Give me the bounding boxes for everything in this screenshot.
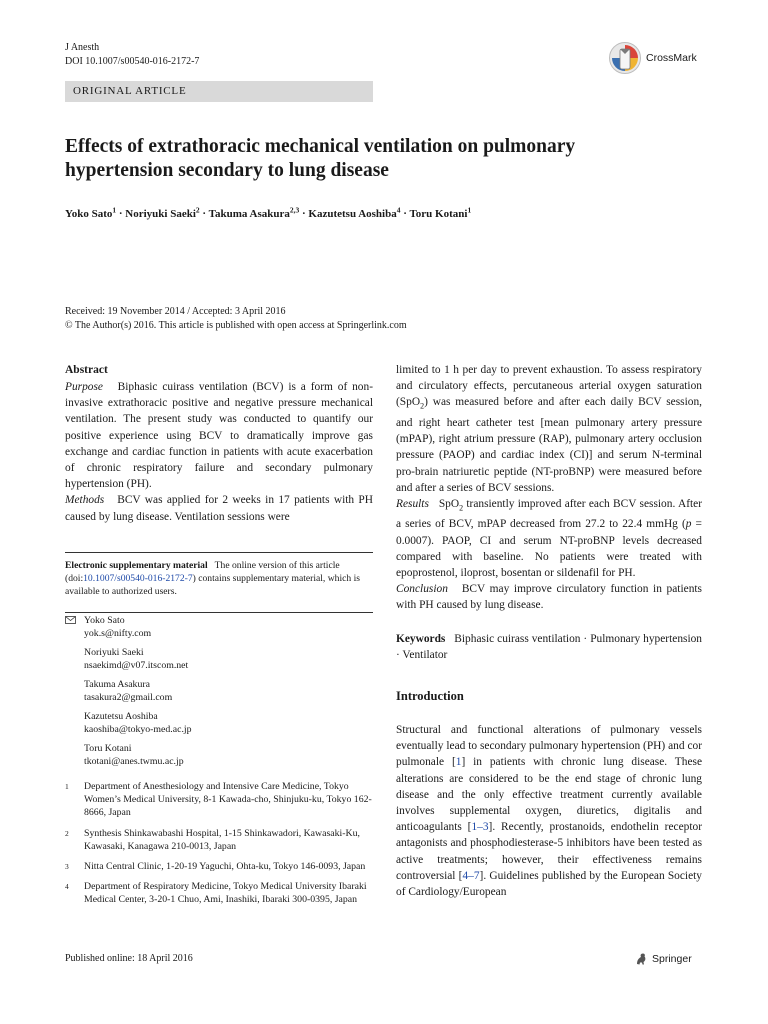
author-3[interactable]: Takuma Asakura$^{2,3}$	[208, 205, 300, 220]
supplementary-doi-link[interactable]: 10.1007/s00540-016-2172-7	[83, 573, 193, 584]
author-separator: ·	[299, 207, 309, 220]
abstract-conclusion: Conclusion BCV may improve circulatory function in patients with PH caused by lung disease.	[396, 583, 702, 612]
reference-link[interactable]: 1	[455, 756, 462, 769]
correspondence-name: Toru Kotani	[84, 742, 132, 754]
correspondence-email[interactable]: yok.s@nifty.com	[84, 628, 152, 640]
introduction-heading: Introduction	[396, 689, 464, 704]
affiliation-list	[65, 780, 373, 914]
article-title: Effects of extrathoracic mechanical ventilation on pulmonary hypertension secondary to lung disease	[65, 136, 576, 181]
journal-name: J Anesth	[65, 42, 100, 53]
abstract-results: Results SpO$_2$ transiently improved after each BCV session. After a series of BCV, mPAP decreased from 27.2 to 22.4 mmHg (p = 0.0007). PAOP, CI and serum NT-proBNP levels decreased compared with baseline. No patients were treated with epoprostenol, iloprost, bosentan or sildenafil for PH.	[396, 497, 702, 579]
affiliation-item: 3 Nitta Central Clinic, 1-20-19 Yaguchi, Ohta-ku, Tokyo 146-0093, Japan	[65, 861, 366, 873]
correspondence-name: Noriyuki Saeki	[84, 646, 144, 658]
published-online-date: Published online: 18 April 2016	[65, 953, 193, 964]
abstract-methods-start: Methods BCV was applied for 2 weeks in 17 patients with PH caused by lung disease. Ventilation sessions were	[65, 494, 373, 523]
correspondence-email[interactable]: kaoshiba@tokyo-med.ac.jp	[84, 723, 192, 735]
springer-horse-icon	[634, 952, 648, 966]
correspondence-entry	[84, 710, 373, 736]
abstract-heading: Abstract	[65, 364, 108, 376]
correspondence-email[interactable]: tkotani@anes.twmu.ac.jp	[84, 755, 184, 767]
publisher-logo	[634, 952, 692, 966]
copyright-notice: © The Author(s) 2016. This article is published with open access at Springerlink.com	[65, 319, 407, 331]
correspondence-entry	[84, 614, 373, 640]
reference-link[interactable]: 4–7	[462, 869, 480, 882]
supplementary-material-note: Electronic supplementary material The online version of this article (doi:10.1007/s00540-016-2172-7) contains supplementary material, which is available to authorized users.	[65, 552, 373, 598]
keywords: Keywords Biphasic cuirass ventilation · Pulmonary hypertension · Ventilator	[396, 632, 702, 661]
author-5[interactable]: Toru Kotani$^1$	[409, 205, 472, 220]
affiliation-item: 1 Department of Anesthesiology and Intensive Care Medicine, Tokyo Women’s Medical University, 8-1 Kawada-cho, Shinjuku-ku, Tokyo 162-8666, Japan	[65, 781, 372, 819]
correspondence-name: Kazutetsu Aoshiba	[84, 710, 158, 722]
affiliation-item: 4 Department of Respiratory Medicine, Tokyo Medical University Ibaraki Medical Center, 3-20-1 Chuo, Ami, Inashiki, Ibaraki 300-0395, Japan	[65, 881, 367, 906]
crossmark-label: CrossMark	[646, 52, 697, 64]
author-2[interactable]: Noriyuki Saeki$^2$	[125, 205, 200, 220]
correspondence-email[interactable]: tasakura2@gmail.com	[84, 692, 173, 704]
correspondence-entry	[84, 646, 373, 672]
introduction-paragraph: Structural and functional alterations of pulmonary vessels eventually lead to secondary pulmonary hypertension (PH) and cor pulmonale [1] in patients with chronic lung disease. These alterations are considered to be the end stage of chronic lung disease and the only effective treatment currently available involves supplemental oxygen, diuretics, digitalis and anticoagulants [1–3]. Recently, prostanoids, endothelin receptor antagonists and phosphodiesterase-5 inhibitors have been tested as active treatments; however, their effectiveness remains controversial [4–7]. Guidelines published by the European Society of Cardiology/European	[396, 724, 702, 899]
abstract-left-column	[65, 362, 373, 525]
correspondence-entry	[84, 678, 373, 704]
author-4[interactable]: Kazutetsu Aoshiba$^4$	[308, 205, 401, 220]
author-list	[65, 205, 705, 220]
abstract-right-column	[396, 362, 702, 900]
crossmark-icon	[608, 41, 642, 75]
affiliation-item: 2 Synthesis Shinkawabashi Hospital, 1-15 Shinkawadori, Kawasaki-Ku, Kawasaki, Kanagawa 210-0013, Japan	[65, 827, 360, 852]
crossmark-badge[interactable]	[608, 40, 718, 76]
correspondence-name: Yoko Sato	[84, 615, 125, 626]
received-accepted: Received: 19 November 2014 / Accepted: 3 April 2016	[65, 306, 286, 317]
journal-doi[interactable]: DOI 10.1007/s00540-016-2172-7	[65, 56, 200, 67]
correspondence-entry	[84, 742, 373, 768]
article-dates	[65, 305, 665, 332]
author-separator: ·	[400, 207, 410, 220]
correspondence-name: Takuma Asakura	[84, 678, 150, 690]
envelope-icon	[65, 616, 76, 624]
correspondence-email[interactable]: nsaekimd@v07.itscom.net	[84, 660, 189, 672]
correspondence-list	[65, 612, 373, 774]
author-separator: ·	[199, 207, 209, 220]
author-separator: ·	[116, 207, 126, 220]
supplementary-label: Electronic supplementary material	[65, 560, 208, 571]
author-1[interactable]: Yoko Sato$^1$	[65, 205, 117, 220]
journal-header	[65, 41, 199, 69]
article-type-band: ORIGINAL ARTICLE	[65, 81, 373, 102]
abstract-methods-continued: limited to 1 h per day to prevent exhaustion. To assess respiratory and circulatory effects, percutaneous arterial oxygen saturation (SpO$_2$) was measured before and after each daily BCV session, and right heart catheter test [mean pulmonary artery pressure (mPAP), right atrium pressure (RAP), pulmonary artery occlusion pressure (PAOP) and cardiac index (CI)] and serum N-terminal pro-brain natriuretic peptide (NT-proBNP) were measured before and after a series of BCV sessions.	[396, 364, 702, 494]
publisher-name: Springer	[652, 953, 692, 965]
introduction-section	[396, 689, 702, 900]
reference-link[interactable]: 1–3	[471, 821, 489, 834]
abstract-purpose: Purpose Biphasic cuirass ventilation (BCV) is a form of non-invasive extrathoracic positive and negative pressure mechanical ventilation. The present study was conducted to quantify our positive experience using BCV to dramatically improve gas exchange and cardiac function in patients with acute exacerbation of chronic respiratory failure and secondary pulmonary hypertension (PH).	[65, 381, 373, 491]
